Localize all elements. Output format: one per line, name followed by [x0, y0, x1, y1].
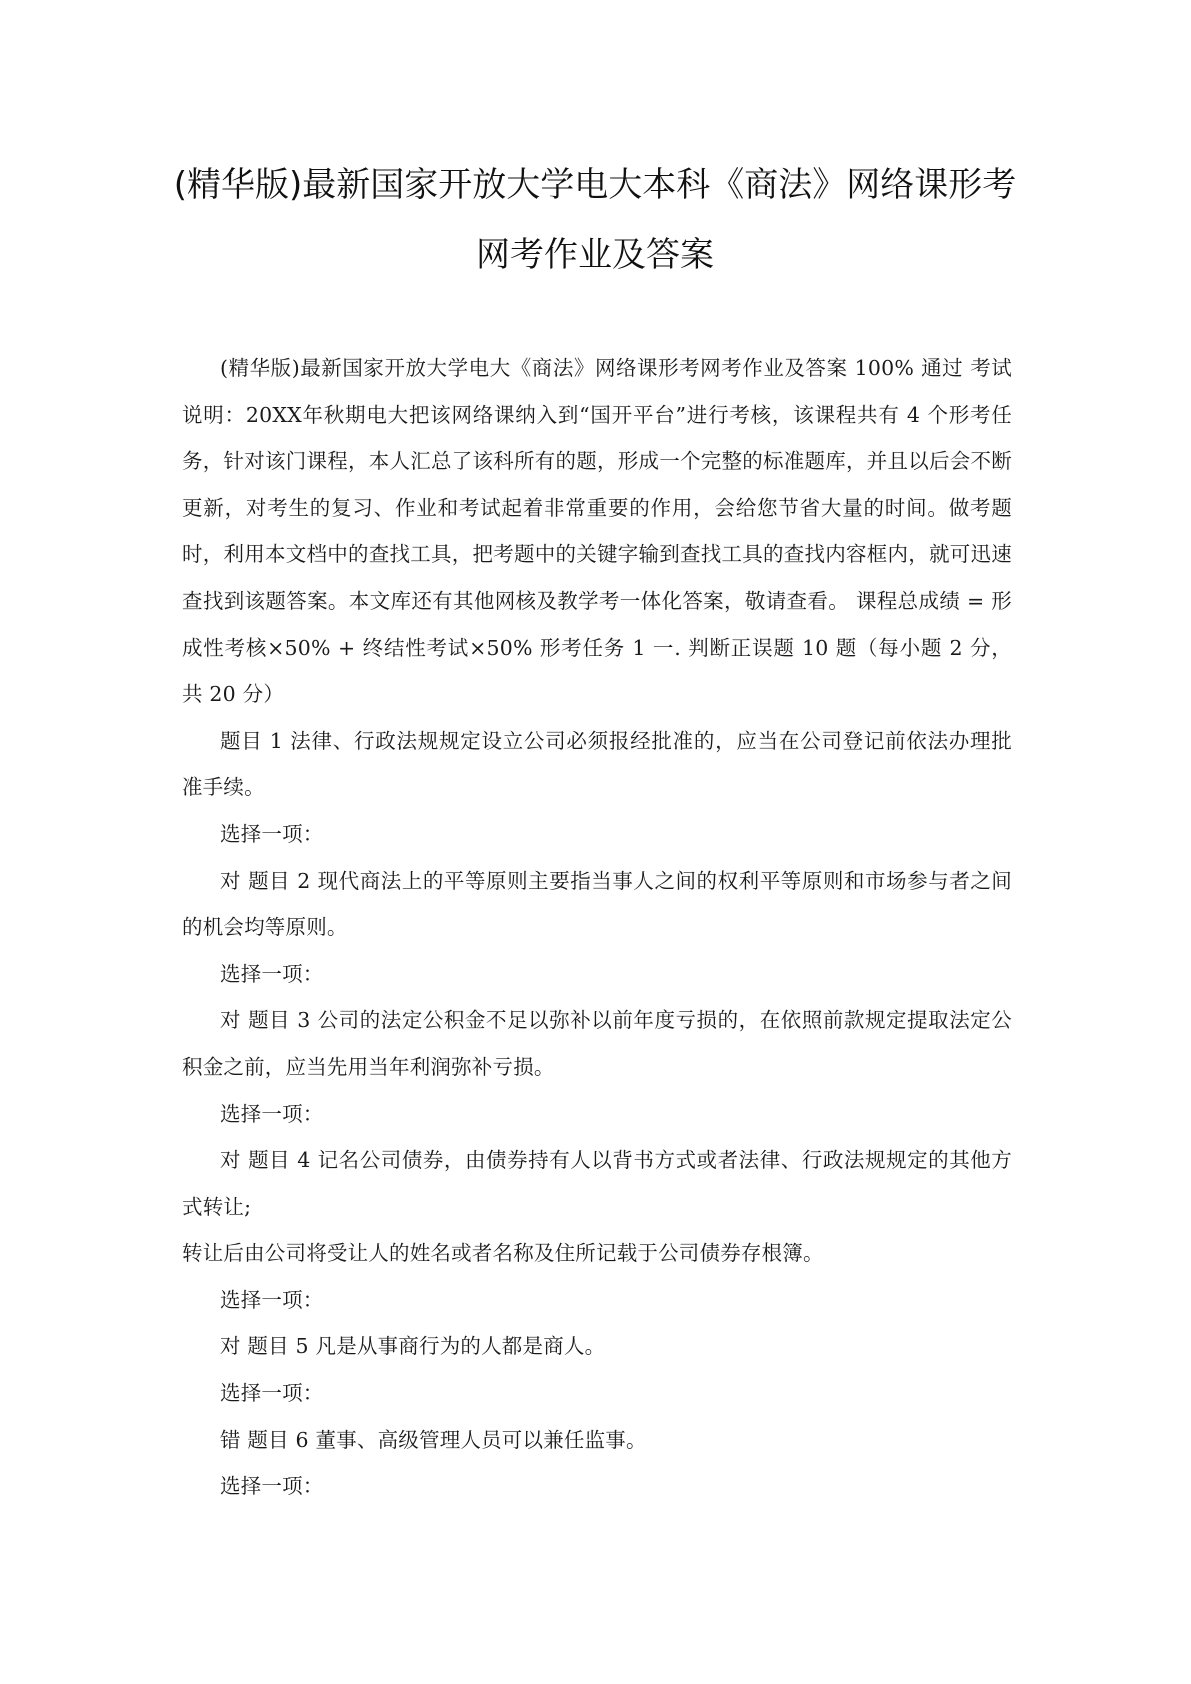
- body-paragraph: 选择一项：: [220, 1474, 324, 1499]
- body-paragraph: 选择一项：: [220, 1287, 324, 1312]
- document-body: [182, 345, 1012, 1510]
- body-paragraph: 错 题目 6 董事、高级管理人员可以兼任监事。: [220, 1427, 647, 1452]
- body-paragraph: 对 题目 2 现代商法上的平等原则主要指当事人之间的权利平等原则和市场参与者之间的机会均等原则。: [182, 868, 1012, 940]
- body-paragraph: 转让后由公司将受让人的姓名或者名称及住所记载于公司债券存根簿。: [182, 1241, 824, 1266]
- body-paragraph: 选择一项：: [220, 1381, 324, 1406]
- body-paragraph: 对 题目 5 凡是从事商行为的人都是商人。: [220, 1334, 606, 1359]
- body-paragraph: 选择一项：: [220, 821, 324, 846]
- body-paragraph: 选择一项：: [220, 1101, 324, 1126]
- body-paragraph: 题目 1 法律、行政法规规定设立公司必须报经批准的，应当在公司登记前依法办理批准手续。: [182, 728, 1012, 800]
- body-paragraph: 对 题目 3 公司的法定公积金不足以弥补以前年度亏损的，在依照前款规定提取法定公积金之前，应当先用当年利润弥补亏损。: [182, 1008, 1012, 1079]
- body-paragraph: 对 题目 4 记名公司债券，由债券持有人以背书方式或者法律、行政法规规定的其他方式转让;: [182, 1148, 1012, 1219]
- document-title: (精华版)最新国家开放大学电大本科《商法》网络课形考网考作业及答案: [173, 165, 1017, 275]
- body-paragraph: 选择一项：: [220, 961, 324, 986]
- body-paragraph: (精华版)最新国家开放大学电大《商法》网络课形考网考作业及答案 100% 通过 考试说明：20XX年秋期电大把该网络课纳入到“国开平台”进行考核，该课程共有 4 个形考任务，针对该门课程，本人汇总了该科所有的题，形成一个完整的标准题库，并且以后会不断更新，对考生的复习、作业和考试起着非常重要的作用，会给您节省大量的时间。做考题时，利用本文档中的查找工具，把考题中的关键字输到查找工具的查找内容框内，就可迅速查找到该题答案。本文库还有其他网核及教学考一体化答案，敬请查看。 课程总成绩 = 形成性考核×50% + 终结性考试×50% 形考任务 1 一. 判断正误题 10 题（每小题 2 分，共 20 分）: [182, 356, 1012, 707]
